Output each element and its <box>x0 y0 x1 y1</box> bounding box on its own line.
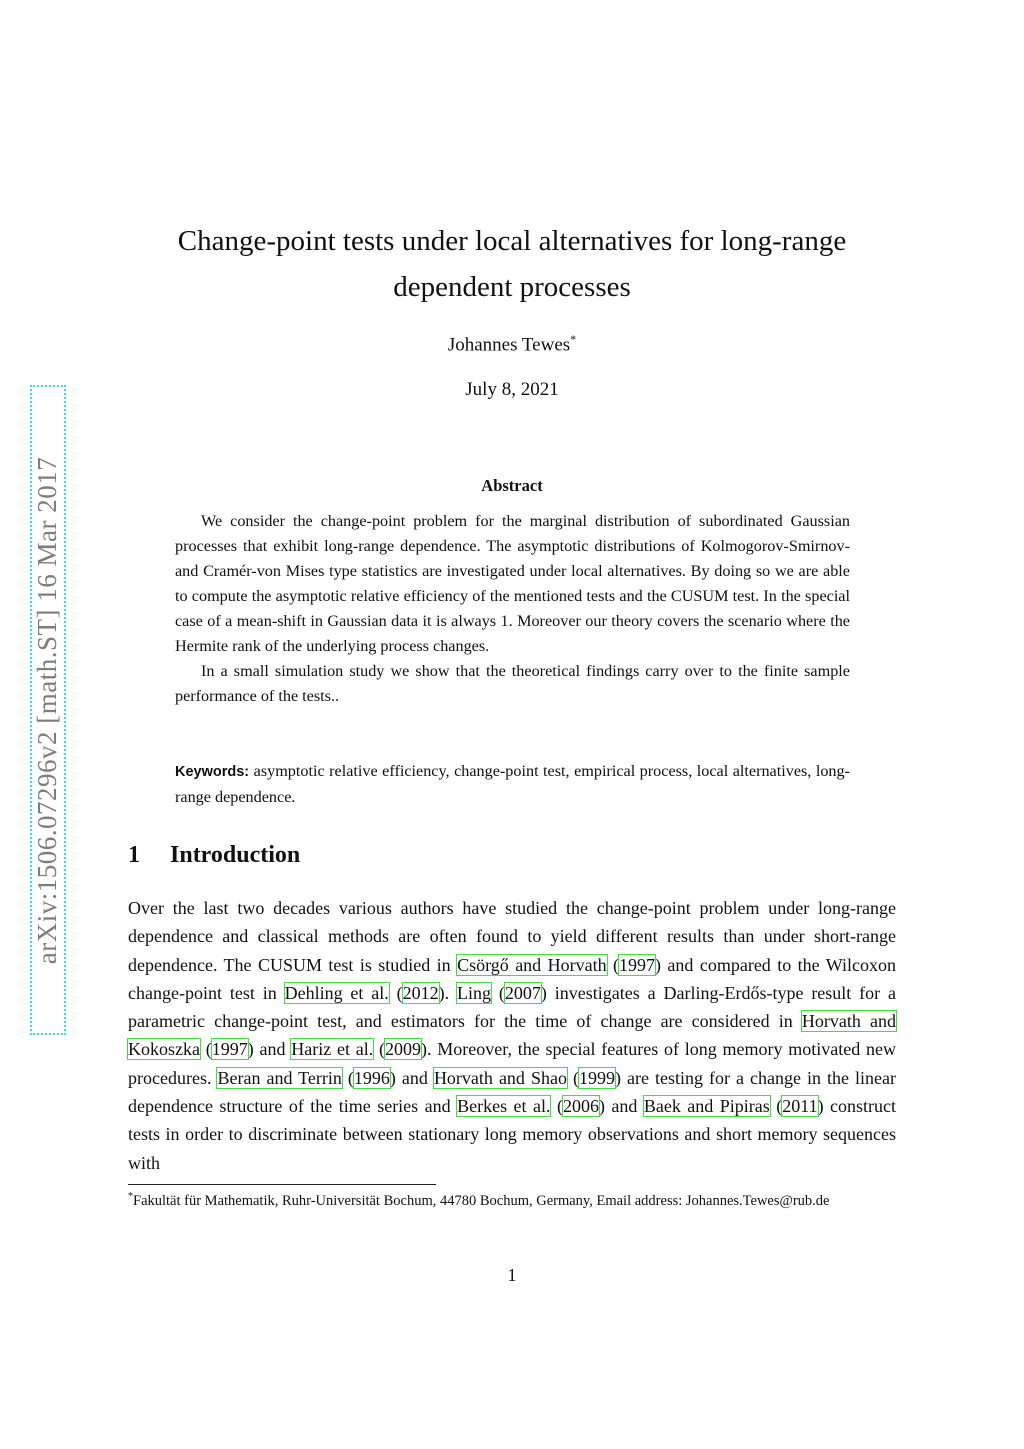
citation-year-link[interactable]: 2011 <box>782 1096 818 1117</box>
keywords-text: asymptotic relative efficiency, change-point test, empirical process, local alternatives, long-range dependence. <box>175 762 851 806</box>
keywords-label: Keywords: <box>175 764 250 780</box>
intro-text: ( <box>566 1067 579 1088</box>
intro-text: ( <box>341 1067 354 1088</box>
footnote-divider <box>128 1184 436 1185</box>
author-name: Johannes Tewes <box>447 334 571 356</box>
footnote-mark: * <box>128 1191 133 1202</box>
arxiv-identifier-stamp[interactable] <box>30 385 66 1035</box>
intro-text: ( <box>491 982 505 1003</box>
abstract-paragraph: In a small simulation study we show that the theoretical findings carry over to the finite sample performance of the tests.. <box>175 662 850 705</box>
introduction-paragraph <box>128 894 896 1177</box>
section-title: Introduction <box>170 842 301 868</box>
citation-year-link[interactable]: 2006 <box>562 1096 599 1117</box>
author-footnote-mark[interactable]: * <box>570 332 577 346</box>
intro-text: ). <box>438 982 458 1003</box>
intro-text: ) construct tests in order to discriminate between stationary long memory observations and short memory sequences with <box>128 1096 897 1173</box>
footnote-text: Fakultät für Mathematik, Ruhr-Universität Bochum, 44780 Bochum, Germany, Email address: Johannes.Tewes@rub.de <box>133 1192 830 1209</box>
intro-text: ( <box>373 1039 386 1060</box>
section-heading-introduction <box>128 842 300 869</box>
intro-text: ( <box>769 1096 783 1117</box>
paper-title: Change-point tests under local alternatives for long-range dependent processes <box>177 225 847 303</box>
abstract-heading: Abstract <box>481 476 543 495</box>
citation-link-csorgo-horvath[interactable]: Csörgő and Horvath <box>457 954 607 975</box>
intro-text: ) and <box>389 1067 434 1088</box>
citation-link-dehling[interactable]: Dehling et al. <box>284 982 389 1003</box>
intro-text: ) are testing for a change in the linear dependence structure of the time series and <box>128 1067 896 1117</box>
intro-text: ( <box>199 1039 212 1060</box>
citation-link-beran-terrin[interactable]: Beran and Terrin <box>217 1067 342 1088</box>
abstract-body <box>175 509 850 709</box>
citation-link-hariz[interactable]: Hariz et al. <box>291 1039 374 1060</box>
author-line <box>150 332 874 356</box>
citation-link-ling[interactable]: Ling <box>457 982 492 1003</box>
citation-year-link[interactable]: 2012 <box>402 982 439 1003</box>
intro-text: Over the last two decades various authors have studied the change-point problem under long-range dependence and classical methods are often found to yield different results than under short-range dependence. The CUSUM test is studied in <box>128 898 896 975</box>
citation-year-link[interactable]: 1999 <box>578 1067 615 1088</box>
section-number: 1 <box>128 842 140 868</box>
citation-link-horvath-shao[interactable]: Horvath and Shao <box>433 1067 567 1088</box>
citation-year-link[interactable]: 2009 <box>385 1039 422 1060</box>
citation-year-link[interactable]: 1997 <box>211 1039 248 1060</box>
publication-date: July 8, 2021 <box>465 379 559 400</box>
intro-text: ( <box>388 982 403 1003</box>
citation-year-link[interactable]: 2007 <box>504 982 541 1003</box>
intro-text: ( <box>606 954 620 975</box>
author-affiliation-footnote <box>128 1187 896 1211</box>
citation-link-baek-pipiras[interactable]: Baek and Pipiras <box>643 1096 770 1117</box>
arxiv-identifier-text: arXiv:1506.07296v2 [math.ST] 16 Mar 2017 <box>32 456 63 964</box>
citation-year-link[interactable]: 1996 <box>353 1067 390 1088</box>
intro-text: ) and <box>247 1039 292 1060</box>
citation-link-horvath-kokoszka[interactable]: Horvath and Kokoszka <box>128 1011 896 1060</box>
intro-text: ) and <box>598 1096 644 1117</box>
intro-text: ) investigates a Darling-Erdős-type result for a parametric change-point test, and estimators for the time of change are considered in <box>128 982 897 1032</box>
intro-text: ) and compared to the Wilcoxon change-point test in <box>128 954 897 1003</box>
page-number: 1 <box>507 1265 517 1285</box>
keywords <box>175 759 850 810</box>
intro-text: ( <box>550 1096 563 1117</box>
abstract-paragraph: We consider the change-point problem for the marginal distribution of subordinated Gaussian processes that exhibit long-range dependence. The asymptotic distributions of Kolmogorov-Smirnov- and Cramér-von Mises type statistics are investigated under local alternatives. By doing so we are able to compute the asymptotic relative efficiency of the mentioned tests and the CUSUM test. In the special case of a mean-shift in Gaussian data it is always 1. Moreover our theory covers the scenario where the Hermite rank of the underlying process changes. <box>175 512 850 655</box>
intro-text: ). Moreover, the special features of long memory motivated new procedures. <box>128 1039 897 1088</box>
citation-link-berkes[interactable]: Berkes et al. <box>457 1096 551 1117</box>
citation-year-link[interactable]: 1997 <box>619 954 656 975</box>
